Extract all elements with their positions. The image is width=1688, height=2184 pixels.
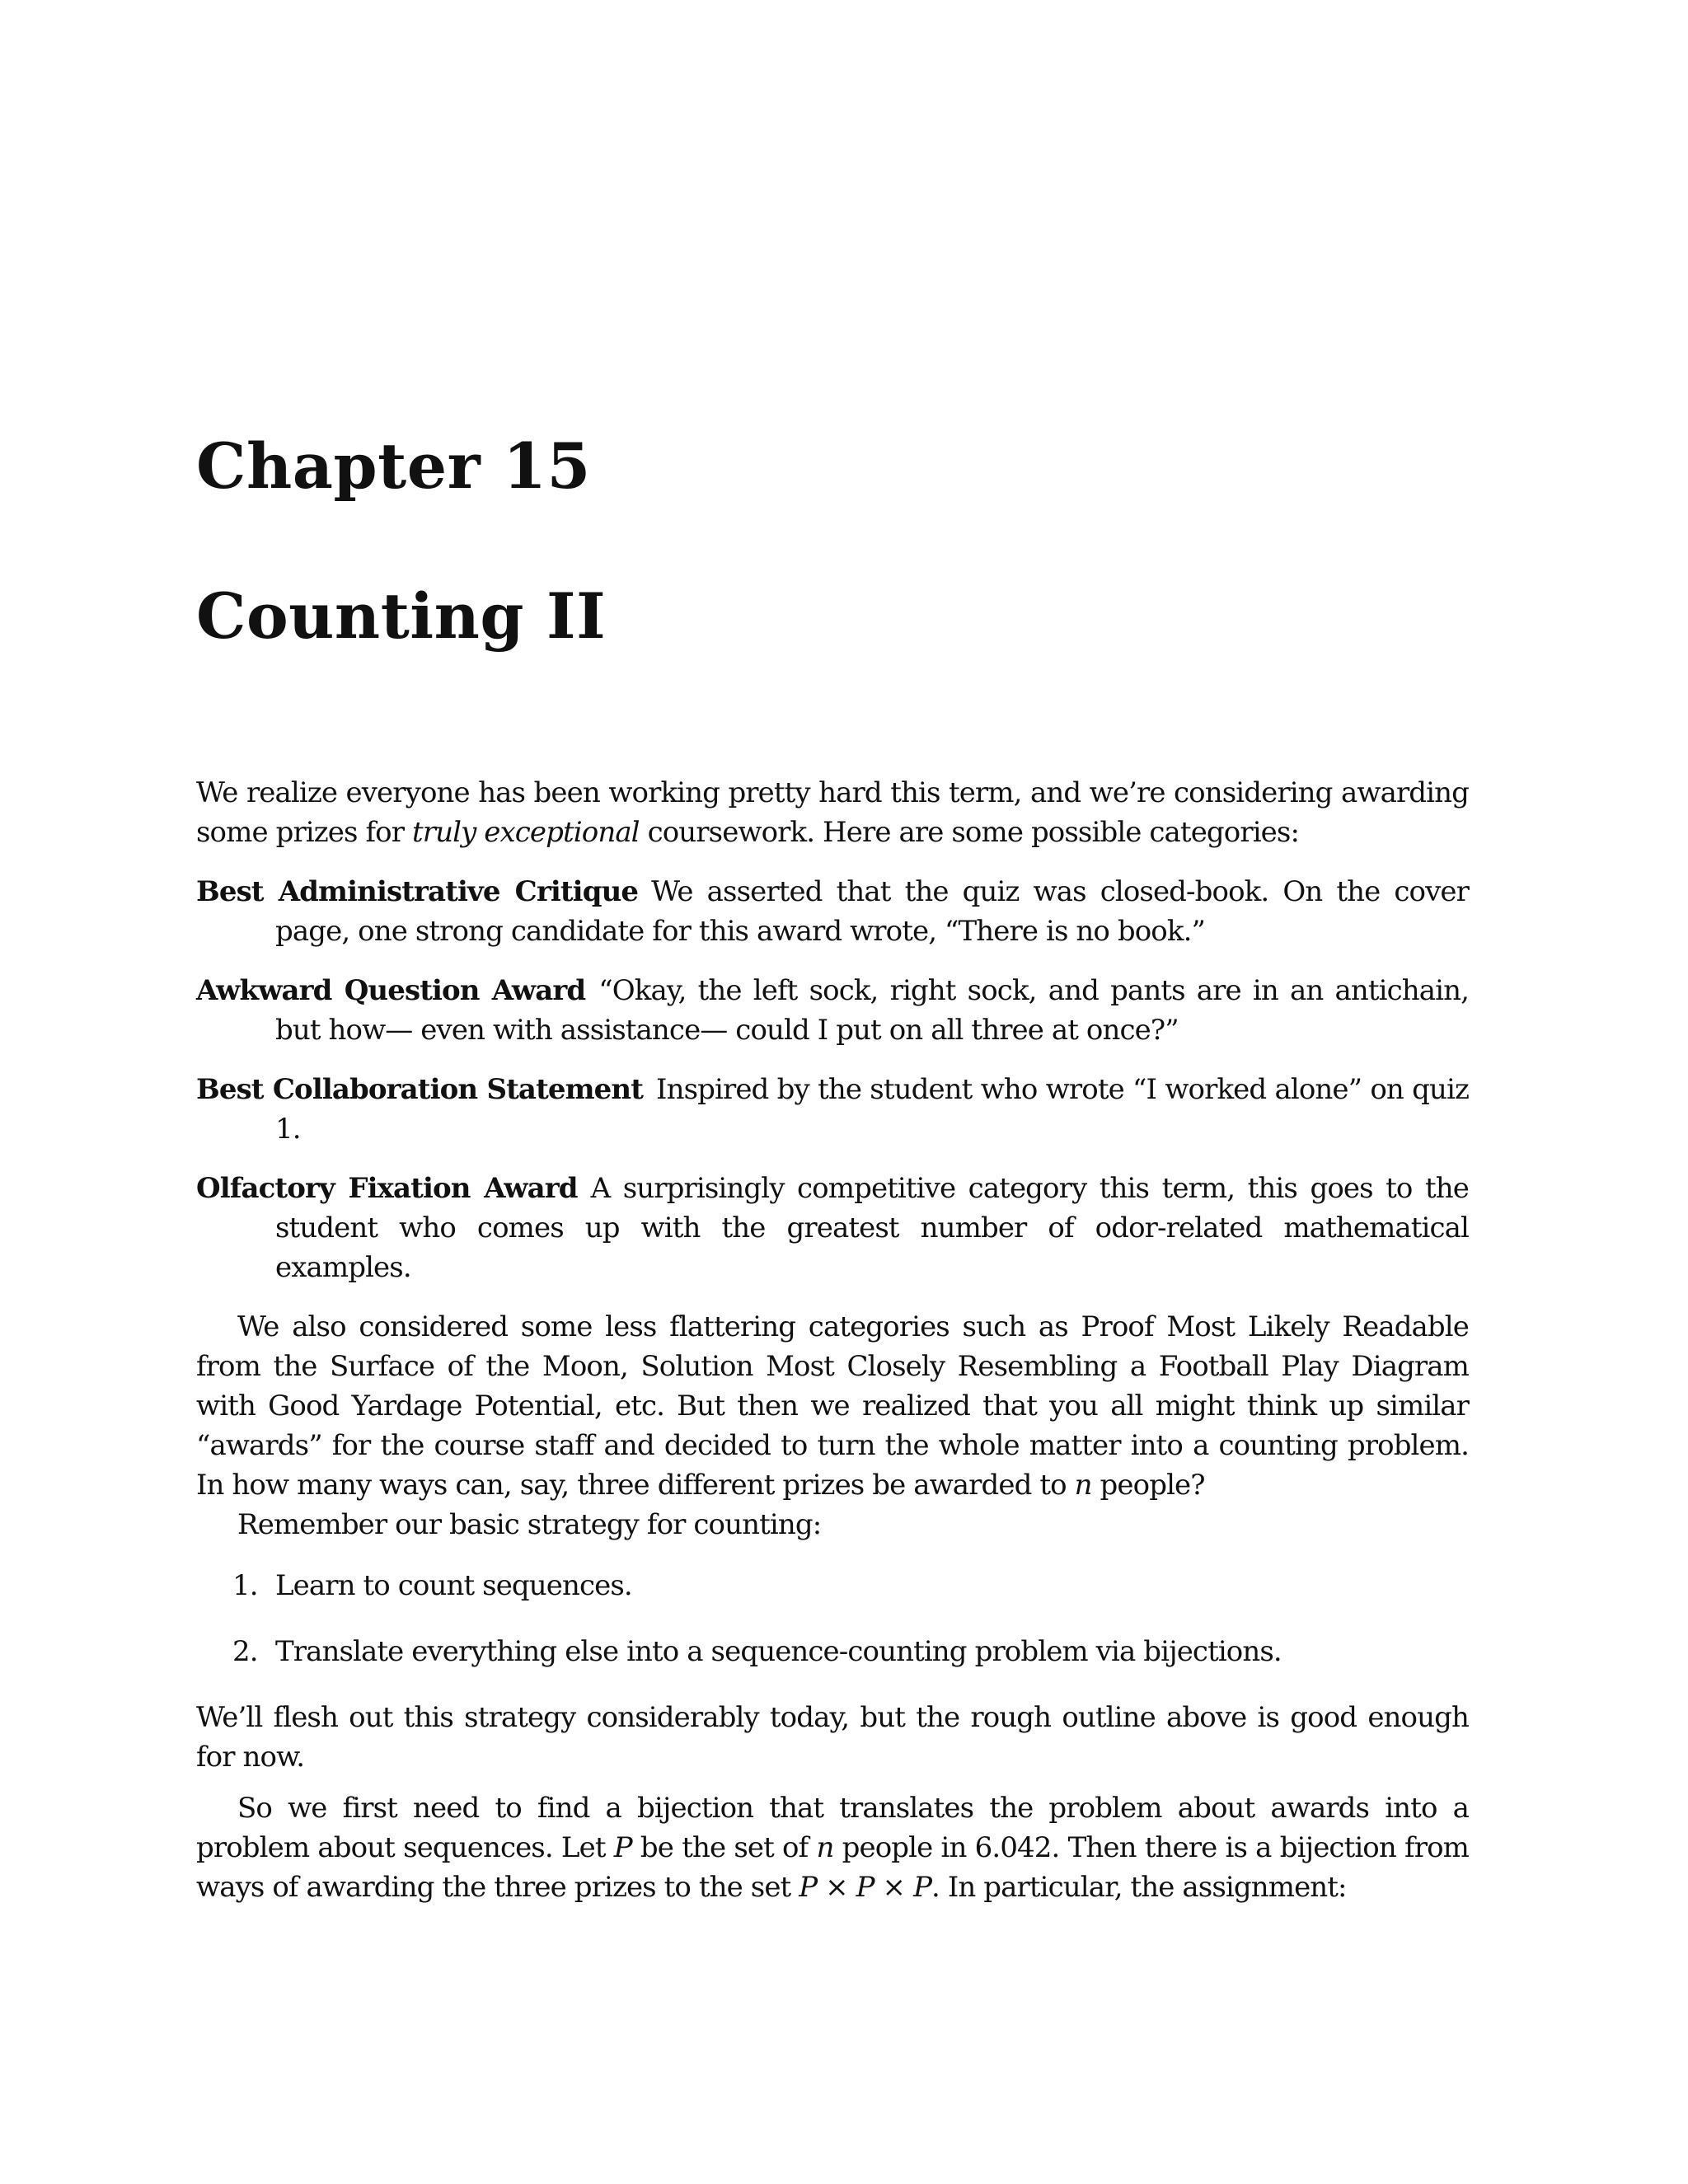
chapter-title: Counting II — [196, 579, 607, 653]
chapter-body — [196, 773, 1469, 1907]
list-item-number: 2. — [232, 1635, 258, 1668]
award-description: Inspired by the student who wrote “I worked alone” on quiz 1. — [275, 1073, 1469, 1146]
award-entry — [196, 1070, 1469, 1149]
paragraph-text: people in 6.042. Then there is a bijection from ways of awarding the three prizes to the set — [196, 1831, 1469, 1904]
times-symbol: × — [825, 1871, 848, 1904]
math-variable-P: P — [913, 1871, 932, 1904]
strategy-list — [196, 1566, 1469, 1671]
less-flattering-paragraph — [196, 1307, 1469, 1505]
award-term: Best Collaboration Statement — [196, 1073, 644, 1106]
list-item — [196, 1632, 1469, 1671]
math-variable-n: n — [1074, 1469, 1092, 1502]
math-variable-P: P — [613, 1831, 632, 1864]
award-entry — [196, 872, 1469, 951]
intro-paragraph — [196, 773, 1469, 852]
list-item-text: Learn to count sequences. — [275, 1569, 632, 1602]
list-item — [196, 1566, 1469, 1605]
list-item-text: Translate everything else into a sequence-counting problem via bijections. — [275, 1635, 1282, 1668]
list-item-number: 1. — [232, 1569, 258, 1602]
paragraph-text-end: people? — [1091, 1469, 1205, 1502]
math-variable-P: P — [799, 1871, 818, 1904]
award-description: We asserted that the quiz was closed-book. On the cover page, one strong candidate for this award wrote, “There is no book.” — [275, 875, 1469, 948]
award-entry — [196, 971, 1469, 1050]
award-term: Best Administrative Critique — [196, 875, 639, 908]
strategy-paragraph: Remember our basic strategy for counting: — [237, 1508, 822, 1541]
intro-emphasis: truly exceptional — [411, 816, 640, 849]
award-term: Olfactory Fixation Award — [196, 1172, 578, 1205]
paragraph-text: . In particular, the assignment: — [931, 1871, 1347, 1904]
paragraph-text: We also considered some less flattering categories such as Proof Most Likely Readable from the Surface of the Moon, Solution Most Closely Resembling a Football Play Diagram with Good Yardage Potential, etc. But then we realized that you all might think up similar “awards” for the course staff and decided to turn the whole matter into a counting problem. In how many ways can, say, three different prizes be awarded to — [196, 1310, 1469, 1502]
bijection-paragraph — [196, 1788, 1469, 1907]
intro-text-end: coursework. Here are some possible categories: — [639, 816, 1300, 849]
award-term: Awkward Question Award — [196, 974, 586, 1007]
award-entry — [196, 1169, 1469, 1287]
paragraph-text: be the set of — [631, 1831, 817, 1864]
flesh-out-paragraph: We’ll flesh out this strategy considerably today, but the rough outline above is good enough for now. — [196, 1701, 1469, 1774]
math-product-expression — [799, 1871, 931, 1904]
paragraph-text: So we first need to find a bijection that translates the problem about awards into a problem about sequences. Let — [196, 1792, 1469, 1864]
award-description: “Okay, the left sock, right sock, and pants are in an antichain, but how— even with assistance— could I put on all three at once?” — [275, 974, 1469, 1047]
math-variable-P: P — [856, 1871, 874, 1904]
chapter-label: Chapter 15 — [196, 429, 591, 503]
times-symbol: × — [882, 1871, 906, 1904]
math-variable-n: n — [816, 1831, 834, 1864]
award-description: A surprisingly competitive category this term, this goes to the student who comes up with the greatest number of odor-related mathematical examples. — [275, 1172, 1469, 1284]
intro-text-start: We realize everyone has been working pretty hard this term, and we’re considering awarding some prizes for — [196, 776, 1469, 849]
